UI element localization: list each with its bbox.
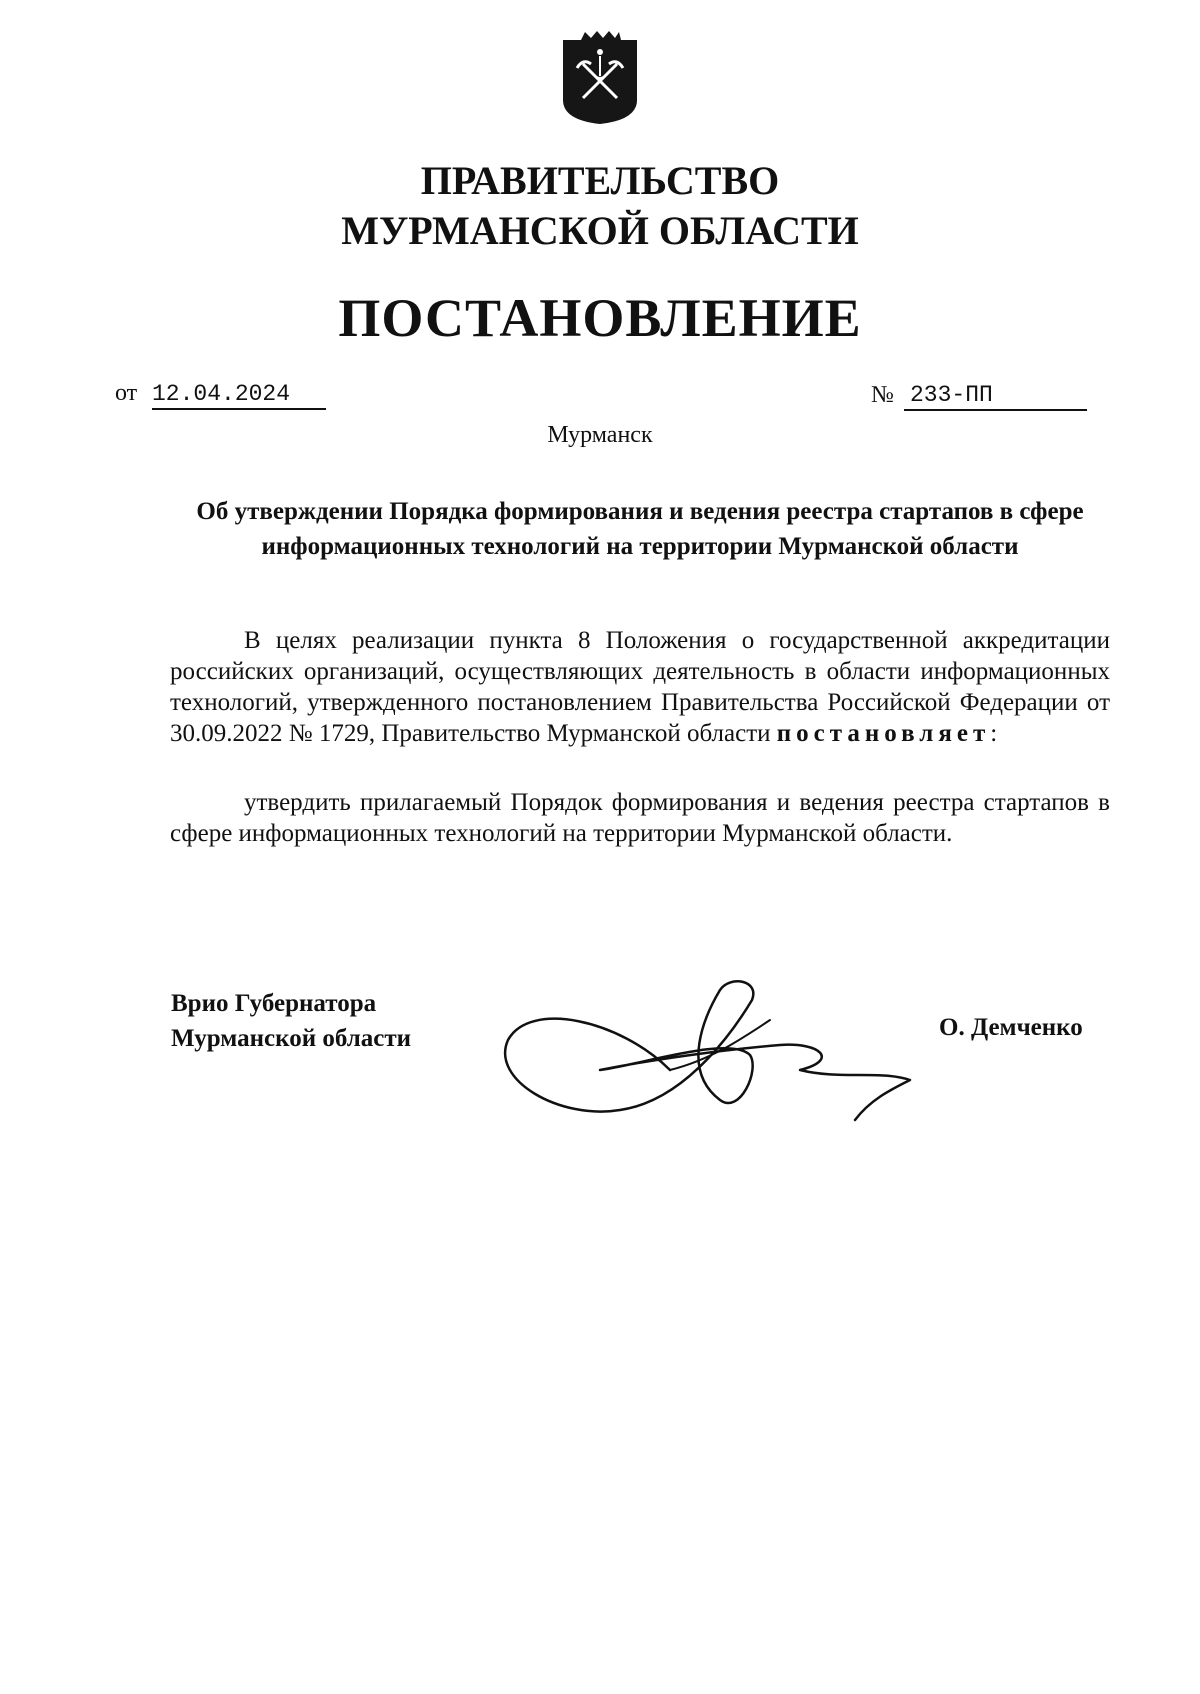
resolution-keyword: постановляет xyxy=(776,720,991,747)
city-name: Мурманск xyxy=(547,422,653,448)
document-number: 233-ПП xyxy=(904,381,1087,411)
paragraph-2-text: утвердить прилагаемый Порядок формирования и ведения реестра стартапов в сфере информационных технологий на территории Мурманской области. xyxy=(170,789,1110,847)
handwritten-signature xyxy=(490,960,940,1150)
signatory-title-line2: Мурманской области xyxy=(171,1025,412,1052)
document-date: 12.04.2024 xyxy=(152,380,326,410)
document-type-title: ПОСТАНОВЛЕНИЕ xyxy=(338,288,862,348)
document-subject: Об утверждении Порядка формирования и ведения реестра стартапов в сфере информационных технологий на территории Мурманской области xyxy=(196,498,1084,560)
signatory-title-line1: Врио Губернатора xyxy=(171,990,377,1017)
organization-name-line1: ПРАВИТЕЛЬСТВО xyxy=(420,158,780,203)
signatory-name: О. Демченко xyxy=(939,1014,1083,1041)
signatory-title xyxy=(171,986,411,1056)
murmansk-coat-of-arms-icon xyxy=(559,30,641,126)
date-label: от xyxy=(115,380,138,406)
body-paragraph-2 xyxy=(170,787,1110,849)
number-label: № xyxy=(871,382,894,408)
paragraph-1-text: В целях реализации пункта 8 Положения о государственной аккредитации российских организаций, осуществляющих деятельность в области информационных технологий, утвержденного постановлением Правительства Российской Федерации от 30.09.2022 № 1729, Правительство Мурманской области xyxy=(170,627,1110,747)
paragraph-1-end: : xyxy=(990,720,998,747)
organization-name-line2: МУРМАНСКОЙ ОБЛАСТИ xyxy=(341,208,859,253)
body-paragraph-1 xyxy=(170,625,1110,749)
